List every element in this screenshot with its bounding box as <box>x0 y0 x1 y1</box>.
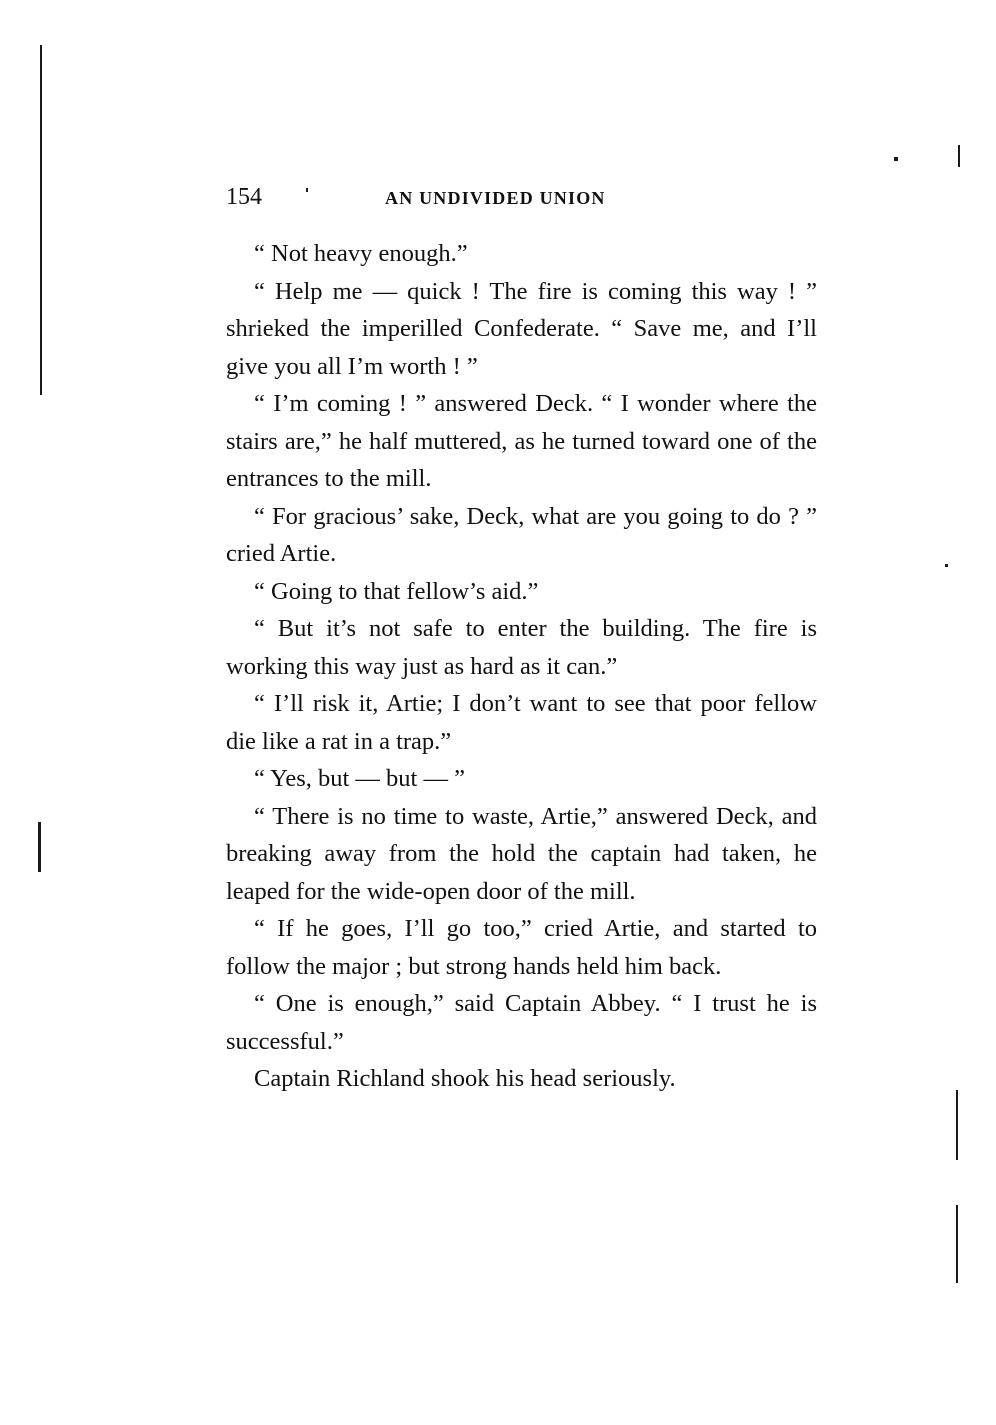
body-text <box>226 235 817 1098</box>
paragraph: “ One is enough,” said Captain Abbey. “ I trust he is successful.” <box>226 990 817 1055</box>
paragraph: “ There is no time to waste, Artie,” answered Deck, and breaking away from the hold the captain had taken, he leaped for the wide-open door of the mill. <box>226 802 817 905</box>
paragraph: “ I’ll risk it, Artie; I don’t want to see that poor fellow die like a rat in a trap.” <box>226 690 817 755</box>
paragraph: “ Yes, but — but — ” <box>254 765 465 792</box>
scan-dot <box>306 188 308 192</box>
page-number: 154 <box>226 184 262 210</box>
paragraph: “ Help me — quick ! The fire is coming this way ! ” shrieked the imperilled Confederate. “ Save me, and I’ll give you all I’m worth ! ” <box>226 277 817 380</box>
paragraph: “ I’m coming ! ” answered Deck. “ I wonder where the stairs are,” he half muttered, as he turned toward one of the entrances to the mill. <box>226 390 817 492</box>
left-scan-mark <box>40 45 42 395</box>
right-scan-mark <box>958 145 960 167</box>
scan-dot <box>945 564 948 567</box>
paragraph: Captain Richland shook his head seriously. <box>254 1065 676 1092</box>
running-title: AN UNDIVIDED UNION <box>385 188 606 208</box>
paragraph: “ Going to that fellow’s aid.” <box>254 577 539 605</box>
paragraph: “ For gracious’ sake, Deck, what are you going to do ? ” cried Artie. <box>226 502 817 567</box>
scan-dot <box>894 157 898 161</box>
left-scan-mark <box>38 822 41 872</box>
right-scan-mark <box>956 1205 958 1283</box>
paragraph: “ If he goes, I’ll go too,” cried Artie, and started to follow the major ; but strong hands held him back. <box>226 915 817 980</box>
page-header <box>226 180 818 214</box>
right-scan-mark <box>956 1090 958 1160</box>
paragraph: “ But it’s not safe to enter the building. The fire is working this way just as hard as it can.” <box>226 615 817 680</box>
paragraph: “ Not heavy enough.” <box>254 240 468 267</box>
